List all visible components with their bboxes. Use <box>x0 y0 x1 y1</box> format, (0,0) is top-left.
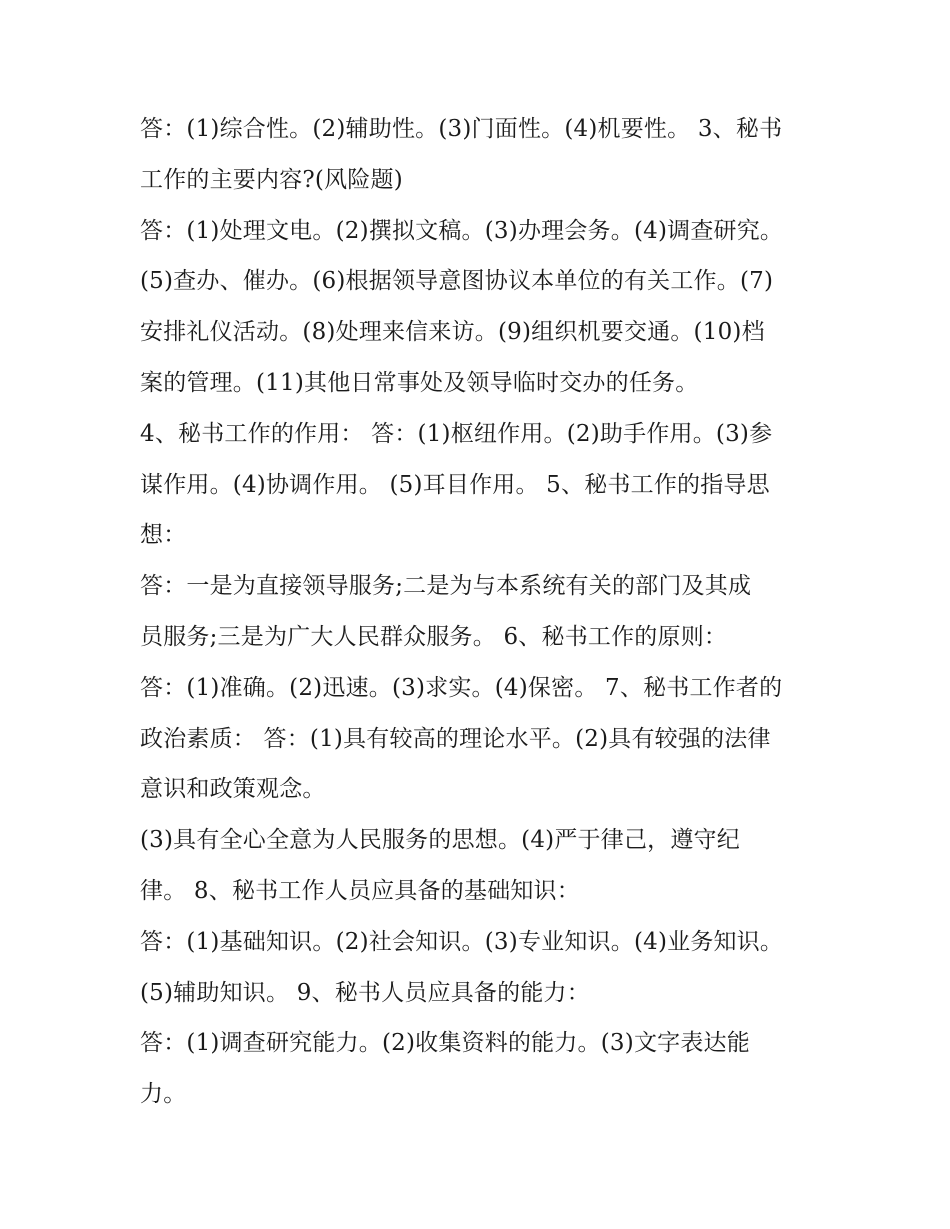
text-line: 律。 8、秘书工作人员应具备的基础知识： <box>140 877 580 904</box>
text-line: 答：(1)处理文电。(2)撰拟文稿。(3)办理会务。(4)调查研究。 <box>140 217 784 244</box>
text-line: 案的管理。(11)其他日常事处及领导临时交办的任务。 <box>140 369 699 396</box>
text-line: 工作的主要内容?(风险题) <box>140 166 403 193</box>
text-line: 想： <box>140 522 187 549</box>
text-line: 安排礼仪活动。(8)处理来信来访。(9)组织机要交通。(10)档 <box>140 319 765 346</box>
text-line: 答：(1)准确。(2)迅速。(3)求实。(4)保密。 7、秘书工作者的 <box>140 674 783 701</box>
text-line: (5)辅助知识。 9、秘书人员应具备的能力： <box>140 979 590 1006</box>
text-line: 答：(1)调查研究能力。(2)收集资料的能力。(3)文字表达能 <box>140 1030 750 1057</box>
text-line: (5)查办、催办。(6)根据领导意图协议本单位的有关工作。(7) <box>140 268 774 295</box>
text-line: 谋作用。(4)协调作用。 (5)耳目作用。 5、秘书工作的指导思 <box>140 471 770 498</box>
text-line: 意识和政策观念。 <box>140 776 326 803</box>
text-line: 政治素质： 答：(1)具有较高的理论水平。(2)具有较强的法律 <box>140 725 771 752</box>
text-line: 4、秘书工作的作用： 答：(1)枢纽作用。(2)助手作用。(3)参 <box>140 420 773 447</box>
text-line: 答：(1)综合性。(2)辅助性。(3)门面性。(4)机要性。 3、秘书 <box>140 116 783 142</box>
text-line: 答：(1)基础知识。(2)社会知识。(3)专业知识。(4)业务知识。 <box>140 928 784 955</box>
text-line: 力。 <box>140 1081 187 1108</box>
text-line: (3)具有全心全意为人民服务的思想。(4)严于律己，遵守纪 <box>140 827 740 854</box>
document-body <box>140 104 810 1120</box>
text-line: 员服务;三是为广大人民群众服务。 6、秘书工作的原则： <box>140 623 728 650</box>
text-line: 答：一是为直接领导服务;二是为与本系统有关的部门及其成 <box>140 573 752 600</box>
